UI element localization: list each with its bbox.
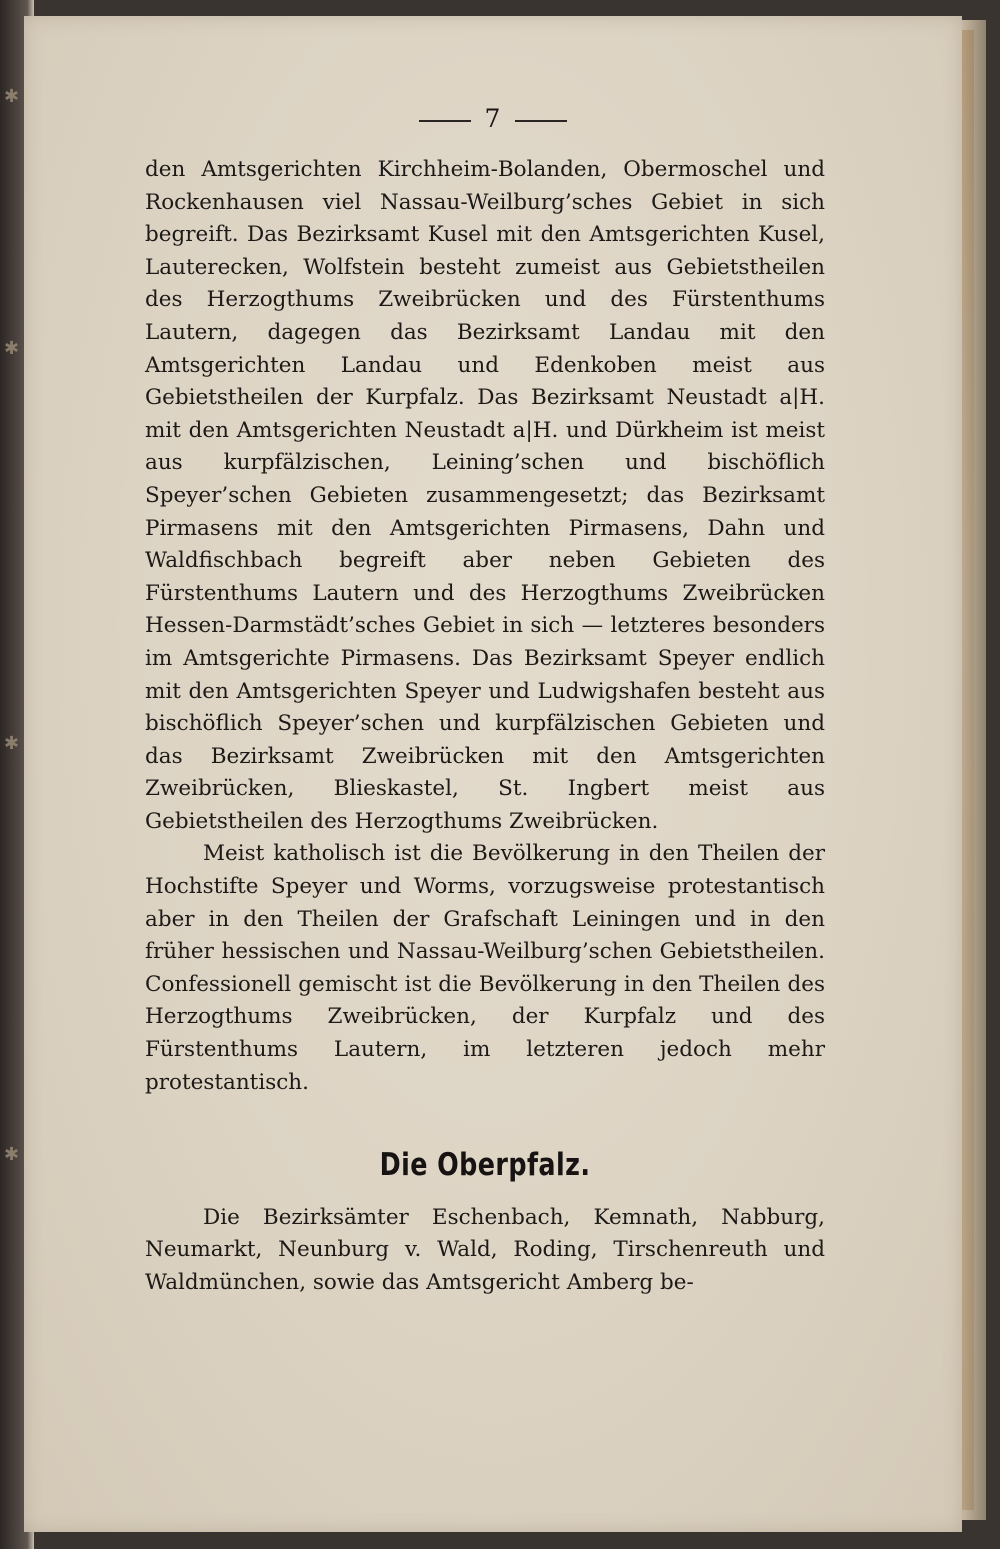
paragraph: Meist katholisch ist die Bevölkerung in den Theilen der Hochstifte Speyer und Worms, vorzugsweise protestantisch aber in den Theilen der Grafschaft Leiningen und in den früher hessischen und Nassau-Weilburg’schen Gebietstheilen. Confessionell gemischt ist die Bevölkerung in den Theilen des Herzogthums Zweibrücken, der Kurpfalz und des Fürstenthums Lautern, im letzteren jedoch mehr protestantisch. [145, 841, 825, 1095]
binding-thread-icon: ✱ [4, 1144, 20, 1165]
header-rule-right [515, 120, 567, 122]
paper-stain [960, 30, 974, 1510]
binding-thread-icon: ✱ [4, 338, 20, 359]
page-header [24, 104, 962, 133]
page-number: 7 [484, 104, 502, 133]
header-rule-left [419, 120, 471, 122]
paragraph: den Amtsgerichten Kirchheim-Bolanden, Obermoschel und Rockenhausen viel Nassau-Weilburg’sches Gebiet in sich begreift. Das Bezirksamt Kusel mit den Amtsgerichten Kusel, Lauterecken, Wolfstein besteht zumeist aus Gebietstheilen des Herzogthums Zweibrücken und des Fürstenthums Lautern, dagegen das Bezirksamt Landau mit den Amtsgerichten Landau und Edenkoben meist aus Gebietstheilen der Kurpfalz. Das Bezirksamt Neustadt a|H. mit den Amtsgerichten Neustadt a|H. und Dürkheim ist meist aus kurpfälzischen, Leining’schen und bischöflich Speyer’schen Gebieten zusammengesetzt; das Bezirksamt Pirmasens mit den Amtsgerichten Pirmasens, Dahn und Waldfischbach begreift aber neben Gebieten des Fürstenthums Lautern und des Herzogthums Zweibrücken Hessen-Darmstädt’sches Gebiet in sich — letzteres besonders im Amtsgerichte Pirmasens. Das Bezirksamt Speyer endlich mit den Amtsgerichten Speyer und Ludwigshafen besteht aus bischöflich Speyer’schen und kurpfälzischen Gebieten und das Bezirksamt Zweibrücken mit den Amtsgerichten Zweibrücken, Blieskastel, St. Ingbert meist aus Gebietstheilen des Herzogthums Zweibrücken. [145, 157, 825, 834]
paragraph: Die Bezirksämter Eschenbach, Kemnath, Nabburg, Neumarkt, Neunburg v. Wald, Roding, Tirschenreuth und Waldmünchen, sowie das Amtsgericht Amberg be- [145, 1204, 825, 1295]
binding-thread-icon: ✱ [4, 86, 20, 107]
page-paper [24, 16, 962, 1532]
binding-thread-icon: ✱ [4, 733, 20, 754]
section-heading: Die Oberpfalz. [379, 1147, 591, 1184]
body-text [145, 154, 825, 1300]
